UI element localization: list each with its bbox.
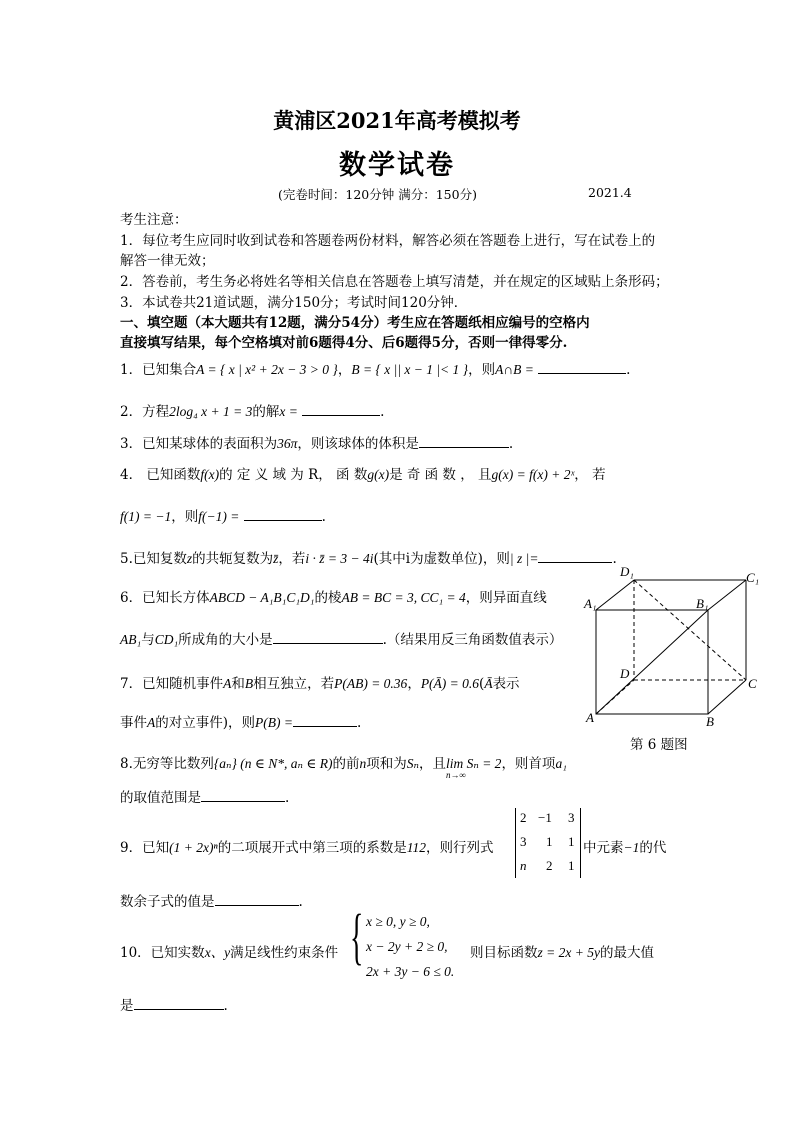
constraint-1: x ≥ 0, y ≥ 0, bbox=[366, 914, 430, 929]
det-cell: 1 bbox=[568, 834, 575, 849]
q10-text: 10．已知实数 bbox=[120, 945, 205, 961]
label-a1: A₁ bbox=[584, 596, 597, 611]
question-10 bbox=[120, 941, 338, 961]
answer-blank-1[interactable] bbox=[538, 359, 626, 374]
question-7-cont: 事件A的对立事件)，则P(B) = . bbox=[120, 711, 361, 731]
note-1: 1．每位考生应同时收到试卷和答题卷两份材料，解答必须在答题卷上进行，写在试卷上的 bbox=[120, 233, 656, 249]
q6-text: 6．已知长方体 bbox=[120, 590, 210, 606]
q10-text-4: 的最大值 bbox=[599, 945, 654, 961]
q1-then: ，则 bbox=[468, 362, 496, 378]
q4-text-4: ， 若 bbox=[574, 467, 606, 483]
q10-objective: z = 2x + 5y bbox=[537, 945, 600, 960]
question-1: 1．已知集合A = { x | x² + 2x − 3 > 0 }，B = { x || x − 1 |< 1 }，则A∩B = . bbox=[120, 358, 630, 378]
q8-text-4: ，且 bbox=[418, 756, 446, 772]
set-b: B = { x || x − 1 |< 1 } bbox=[351, 362, 469, 377]
answer-blank-9[interactable] bbox=[215, 891, 299, 906]
q8-a1: a₁ bbox=[555, 756, 567, 771]
q7-pabar: P(Ā) = 0.6 bbox=[420, 676, 480, 691]
q4-ask: f(−1) = bbox=[198, 509, 240, 524]
q1-sep: ， bbox=[337, 362, 352, 378]
q5-text-2: 的共轭复数为 bbox=[192, 551, 274, 567]
q6-text-3: ，则异面直线 bbox=[465, 590, 547, 606]
q6-line-1: AB₁ bbox=[120, 632, 142, 647]
q6-line-2: CD₁ bbox=[154, 632, 179, 647]
det-cell: 3 bbox=[520, 834, 527, 849]
q9-element: −1 bbox=[623, 840, 640, 855]
q8-limit: lim Sₙ = 2 bbox=[445, 756, 502, 771]
question-8 bbox=[120, 752, 567, 780]
note-2: 2．答卷前，考生务必将姓名等相关信息在答题卷上填写清楚，并在规定的区域贴上条形码； bbox=[120, 274, 669, 290]
q7-a: A bbox=[223, 676, 232, 691]
q9-text-5: 的代 bbox=[639, 840, 667, 856]
question-8-cont: 的取值范围是 . bbox=[120, 786, 289, 806]
notes-heading: 考生注意： bbox=[120, 212, 188, 228]
q7-text-5: 的对立事件)，则 bbox=[155, 715, 256, 731]
section-instructions: 直接填写结果，每个空格填对前6题得4分、后6题得5分，否则一律得零分. bbox=[120, 335, 568, 351]
label-c: C bbox=[748, 676, 757, 691]
q9-text-6: 数余子式的值是 bbox=[120, 894, 215, 910]
q6-and: 与 bbox=[141, 632, 155, 648]
constraint-3: 2x + 3y − 6 ≤ 0. bbox=[366, 964, 455, 979]
constraint-2: x − 2y + 2 ≥ 0, bbox=[366, 939, 448, 954]
q4-text-2: 的 定 义 域 为 R， 函 数 bbox=[219, 467, 368, 483]
q4-text: 4． 已知函数 bbox=[120, 467, 201, 483]
q7-and: 和 bbox=[231, 676, 245, 692]
figure-caption: 第 6 题图 bbox=[630, 737, 688, 753]
q6-text-4: 所成角的大小是 bbox=[178, 632, 273, 648]
section-heading: 一、填空题（本大题共有12题，满分54分）考生应在答题纸相应编号的空格内 bbox=[120, 315, 590, 331]
q3-text-2: ，则该球体的体积是 bbox=[297, 436, 419, 452]
q7-b: B bbox=[244, 676, 254, 691]
q10-text-2: 满足线性约束条件 bbox=[230, 945, 339, 961]
label-a: A bbox=[586, 710, 594, 725]
q5-equation: i · z̄ = 3 − 4i bbox=[305, 551, 374, 566]
q9-text-3: ，则行列式 bbox=[425, 840, 494, 856]
q5-zbar: z̄ bbox=[273, 551, 279, 566]
det-cell: 2 bbox=[520, 810, 527, 825]
det-cell: 2 bbox=[546, 858, 553, 873]
q9-binomial: (1 + 2x)ⁿ bbox=[169, 840, 218, 855]
answer-blank-10[interactable] bbox=[134, 995, 224, 1010]
subject-title: 数学试卷 bbox=[339, 150, 455, 181]
constraint-brace: { bbox=[350, 903, 364, 971]
q9-text-4: 中元素 bbox=[583, 840, 624, 856]
q2-equation: 2log₄ x + 1 = 3 bbox=[169, 404, 253, 419]
q7-abar: Ā bbox=[484, 676, 493, 691]
q5-text-3: ，若 bbox=[278, 551, 306, 567]
q8-sn: Sₙ bbox=[406, 756, 419, 771]
q7-ask: P(B) = bbox=[255, 715, 293, 730]
q8-sequence: {aₙ} (n ∈ N*, aₙ ∈ R) bbox=[213, 756, 333, 771]
q4-f: f(x) bbox=[200, 467, 220, 482]
q7-paren: ( bbox=[479, 676, 485, 692]
exam-date: 2021.4 bbox=[588, 185, 632, 200]
question-2: 2．方程2log₄ x + 1 = 3的解x = . bbox=[120, 400, 384, 420]
q8-limit-sub: n→∞ bbox=[445, 770, 466, 780]
det-cell: 3 bbox=[568, 810, 575, 825]
label-d1: D₁ bbox=[620, 564, 634, 579]
q8-text-5: ，则首项 bbox=[501, 756, 556, 772]
label-b: B bbox=[706, 714, 714, 729]
question-9 bbox=[120, 836, 493, 856]
q6-note: .（结果用反三角函数值表示） bbox=[382, 632, 563, 648]
q4-then: ，则 bbox=[171, 509, 199, 525]
question-6 bbox=[120, 586, 547, 606]
q10-text-3: 则目标函数 bbox=[470, 945, 538, 961]
q5-text-4: (其中i为虚数单位)，则 bbox=[373, 551, 510, 567]
q6-solid: ABCD − A₁B₁C₁D₁ bbox=[209, 590, 315, 605]
q7-sep: ， bbox=[407, 676, 421, 692]
question-6-cont bbox=[120, 628, 562, 648]
note-1-cont: 解答一律无效； bbox=[120, 253, 215, 269]
question-7 bbox=[120, 672, 520, 692]
exam-meta: (完卷时间：120分钟 满分：150分) bbox=[278, 187, 477, 202]
note-3: 3．本试卷共21道试题，满分150分；考试时间120分钟． bbox=[120, 295, 468, 311]
q1-ask: A∩B = bbox=[495, 362, 534, 377]
q5-z: z bbox=[186, 551, 193, 566]
question-10-cont: 是 . bbox=[120, 994, 228, 1014]
q7-text: 7．已知随机事件 bbox=[120, 676, 224, 692]
q7-a-2: A bbox=[147, 715, 156, 730]
q6-edges: AB = BC = 3, CC₁ = 4 bbox=[341, 590, 466, 605]
q4-text-3: 是 奇 函 数 ， 且 bbox=[389, 467, 492, 483]
q10-vars: x、y bbox=[204, 945, 231, 960]
q7-text-4: 事件 bbox=[120, 715, 147, 731]
q8-text-6: 的取值范围是 bbox=[120, 790, 201, 806]
q9-text-2: 的二项展开式中第三项的系数是 bbox=[217, 840, 407, 856]
question-4-cont: f(1) = −1，则f(−1) = . bbox=[120, 505, 326, 525]
answer-blank-6[interactable] bbox=[273, 629, 383, 644]
answer-blank-4[interactable] bbox=[244, 506, 322, 521]
label-c1: C₁ bbox=[746, 570, 760, 585]
q8-text-3: 项和为 bbox=[366, 756, 407, 772]
q4-condition: f(1) = −1 bbox=[120, 509, 172, 524]
det-cell: 1 bbox=[546, 834, 553, 849]
q5-text: 5.已知复数 bbox=[120, 551, 187, 567]
cuboid-figure bbox=[582, 560, 772, 750]
q7-text-3: 表示 bbox=[492, 676, 520, 692]
question-4 bbox=[120, 463, 606, 483]
q2-text: 2．方程 bbox=[120, 404, 170, 420]
answer-blank-3[interactable] bbox=[419, 433, 509, 448]
det-cell: 1 bbox=[568, 858, 575, 873]
q4-g: g(x) bbox=[367, 467, 390, 482]
q3-text: 3．已知某球体的表面积为 bbox=[120, 436, 278, 452]
answer-blank-7[interactable] bbox=[293, 712, 357, 727]
q9-coefficient: 112 bbox=[406, 840, 426, 855]
label-b1: B₁ bbox=[696, 596, 709, 611]
question-10-tail bbox=[470, 941, 654, 961]
q1-text: 1．已知集合 bbox=[120, 362, 197, 378]
question-5: 5.已知复数z的共轭复数为z̄，若i · z̄ = 3 − 4i(其中i为虚数单位)，则| z |= . bbox=[120, 547, 617, 567]
q2-text-2: 的解 bbox=[252, 404, 280, 420]
q8-text: 8.无穷等比数列 bbox=[120, 756, 214, 772]
q7-pab: P(AB) = 0.36 bbox=[334, 676, 408, 691]
label-d: D bbox=[620, 666, 630, 681]
q3-area: 36π bbox=[277, 436, 298, 451]
det-cell: −1 bbox=[538, 810, 552, 825]
q10-text-5: 是 bbox=[120, 998, 134, 1014]
q4-equation: g(x) = f(x) + 2ˣ bbox=[491, 467, 575, 482]
q9-text: 9．已知 bbox=[120, 840, 170, 856]
q8-n: n bbox=[359, 756, 367, 771]
answer-blank-8[interactable] bbox=[201, 787, 285, 802]
exam-title: 黄浦区2021年高考模拟考 bbox=[273, 108, 521, 133]
q5-ask: | z |= bbox=[509, 551, 539, 566]
set-a: A = { x | x² + 2x − 3 > 0 } bbox=[196, 362, 338, 377]
question-9-cont: 数余子式的值是 . bbox=[120, 890, 303, 910]
q8-text-2: 的前 bbox=[332, 756, 360, 772]
question-3: 3．已知某球体的表面积为36π，则该球体的体积是 . bbox=[120, 432, 513, 452]
q6-text-2: 的棱 bbox=[314, 590, 342, 606]
determinant bbox=[515, 808, 581, 878]
q2-ask: x = bbox=[279, 404, 298, 419]
question-9-tail bbox=[583, 836, 666, 856]
det-cell: n bbox=[520, 858, 527, 873]
q7-text-2: 相互独立，若 bbox=[253, 676, 335, 692]
answer-blank-2[interactable] bbox=[302, 401, 380, 416]
